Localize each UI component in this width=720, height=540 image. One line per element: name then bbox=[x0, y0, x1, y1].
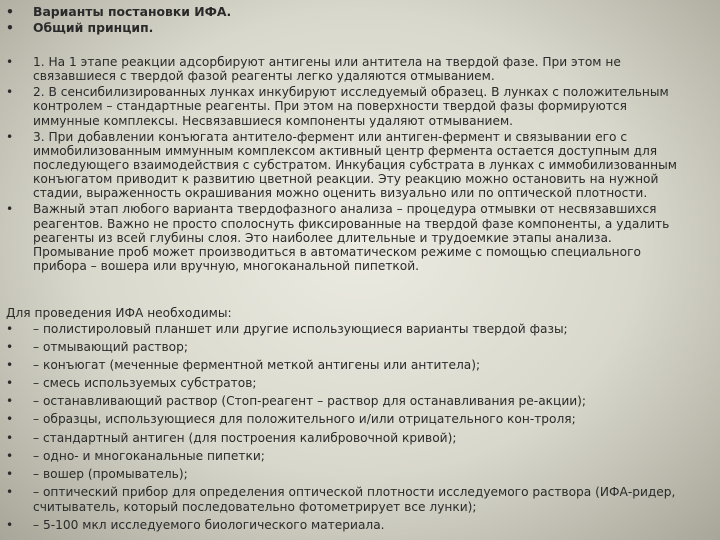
heading-subtitle: • Общий принцип. bbox=[0, 20, 700, 36]
requirement-item: • – 5-100 мкл исследуемого биологического материала. bbox=[0, 518, 700, 533]
heading-list bbox=[0, 4, 700, 36]
principle-step-3: • 3. При добавлении конъюгата антитело-фермент или антиген-фермент и связывании его с иммобилизованным иммунным комплексом активный центр фермента остается доступным для последующего взаимодействия с субстратом. Инкубация субстрата в лунках с иммобилизованным конъюгатом приводит к развитию цветной реакции. Эту реакцию можно остановить на нужной стадии, выраженность окрашивания можно оценить визуально или по оптической плотности. bbox=[0, 130, 684, 201]
requirement-item: • – образцы, использующиеся для положительного и/или отрицательного кон-троля; bbox=[0, 412, 700, 427]
principle-step-2: • 2. В сенсибилизированных лунках инкубируют исследуемый образец. В лунках с положительным контролем – стандартные реагенты. При этом на поверхности твердой фазы формируются иммунные комплексы. Несвязавшиеся компоненты удаляют отмыванием. bbox=[0, 85, 684, 128]
requirements-intro: Для проведения ИФА необходимы: bbox=[6, 306, 232, 320]
requirement-item: • – оптический прибор для определения оптической плотности исследуемого раствора (ИФА-ридер, считыватель, который последовательно фотометрирует все лунки); bbox=[0, 485, 700, 515]
requirements-list bbox=[0, 322, 700, 536]
heading-title: • Варианты постановки ИФА. bbox=[0, 4, 700, 20]
requirement-item: • – отмывающий раствор; bbox=[0, 340, 700, 355]
principle-list bbox=[0, 55, 684, 275]
principle-step-1: • 1. На 1 этапе реакции адсорбируют антигены или антитела на твердой фазе. При этом не связавшиеся с твердой фазой реагенты легко удаляются отмыванием. bbox=[0, 55, 684, 83]
requirement-item: • – останавливающий раствор (Стоп-реагент – раствор для останавливания ре-акции); bbox=[0, 394, 700, 409]
requirement-item: • – стандартный антиген (для построения калибровочной кривой); bbox=[0, 431, 700, 446]
principle-washing-note: • Важный этап любого варианта твердофазного анализа – процедура отмывки от несвязавшихся реагентов. Важно не просто сполоснуть фиксированные на твердой фазе компоненты, а удалить реагенты из всей глубины слоя. Это наиболее длительные и трудоемкие этапы анализа. Промывание проб может производиться в автоматическом режиме с помощью специального прибора – вошера или вручную, многоканальной пипеткой. bbox=[0, 202, 684, 273]
requirement-item: • – одно- и многоканальные пипетки; bbox=[0, 449, 700, 464]
requirement-item: • – конъюгат (меченные ферментной меткой антигены или антитела); bbox=[0, 358, 700, 373]
requirement-item: • – смесь используемых субстратов; bbox=[0, 376, 700, 391]
requirement-item: • – полистироловый планшет или другие использующиеся варианты твердой фазы; bbox=[0, 322, 700, 337]
requirement-item: • – вошер (промыватель); bbox=[0, 467, 700, 482]
